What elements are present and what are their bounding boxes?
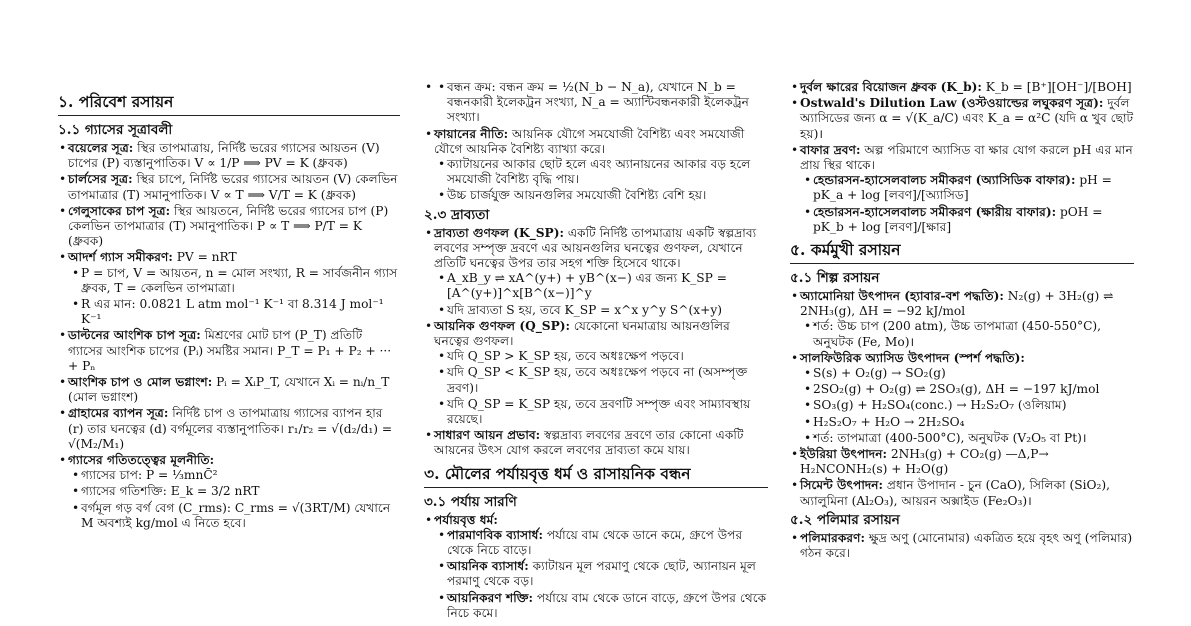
section-title-periodic-properties: ৩. মৌলের পর্যায়বৃত্ত ধর্ম ও রাসায়নিক বন্ধন — [424, 464, 768, 488]
list-item-gay-lussac — [68, 204, 400, 250]
definition: PV = nRT — [172, 250, 237, 265]
subsection-title-solubility: ২.৩ দ্রাব্যতা — [424, 206, 490, 223]
term: চার্লসের সূত্র: — [68, 172, 133, 187]
list-item-fajan — [434, 127, 768, 204]
term: আদর্শ গ্যাস সমীকরণ: — [68, 250, 173, 265]
list-item-urea — [800, 447, 1134, 477]
list-item-continued — [434, 80, 768, 126]
definition: N₂(g) + 3H₂(g) ⇌ 2NH₃(g), ΔH = −92 kJ/mol — [800, 289, 1114, 319]
term: বাফার দ্রবণ: — [800, 142, 861, 157]
term: ফায়ানের নীতি: — [434, 126, 509, 141]
sub-item — [447, 528, 768, 558]
list-item-boyle — [68, 141, 400, 171]
list-item-graham — [68, 406, 400, 452]
list-item-charles — [68, 172, 400, 202]
term: আয়নিকরণ শক্তি: — [447, 590, 534, 605]
subsection-title-polymer-chemistry: ৫.২ পলিমার রসায়ন — [790, 511, 900, 528]
list-item-cement — [800, 478, 1134, 508]
column-3 — [790, 80, 1134, 562]
acid-base-list — [790, 80, 1134, 235]
sub-item: • 2SO₂(g) + O₂(g) ⇌ 2SO₃(g), ΔH = −197 kJ/mol — [813, 382, 1134, 397]
list-item-haber — [800, 289, 1134, 350]
term: আয়নিক ব্যাসার্ধ: — [447, 559, 529, 574]
definition: নির্দিষ্ট চাপ ও তাপমাত্রায় গ্যাসের ব্যাপন হার (r) তার ঘনত্বের (d) বর্গমূলের ব্যস্তানুপাতিক। r₁/r₂ = √(d₂/d₁) = √(M₂/M₁) — [68, 406, 393, 451]
definition: ক্যাটায়ন মূল পরমাণু থেকে ছোট, অ্যানায়ন মূল পরমাণু থেকে বড়। — [447, 559, 756, 589]
gas-laws-list — [58, 141, 400, 531]
sub-item: • S(s) + O₂(g) → SO₂(g) — [813, 366, 1134, 381]
definition: স্থির চাপে, নির্দিষ্ট ভরের গ্যাসের আয়তন (V) কেলভিন তাপমাত্রার (T) সমানুপাতিক। V ∝ T ⟹ V/T = K (ধ্রুবক) — [68, 172, 398, 202]
definition: যেকোনো ঘনমাত্রায় আয়নগুলির ঘনত্বের গুণফল। — [434, 318, 730, 349]
list-item-periodic-properties — [434, 513, 768, 621]
list-item-ostwald — [800, 96, 1134, 142]
list-item-qsp — [434, 319, 768, 427]
term: ডাল্টনের আংশিক চাপ সূত্র: — [68, 328, 201, 343]
sub-list — [434, 349, 768, 427]
sub-item: • SO₃(g) + H₂SO₄(conc.) → H₂S₂O₇ (ওলিয়াম) — [813, 398, 1134, 413]
list-item-kb — [800, 80, 1134, 95]
sub-list — [800, 366, 1134, 446]
term: পলিমারকরণ: — [800, 530, 865, 545]
sub-list — [434, 271, 768, 318]
periodic-list — [424, 513, 768, 621]
term: দুর্বল ক্ষারের বিয়োজন ধ্রুবক (K_b): — [800, 80, 982, 94]
term: সালফিউরিক অ্যাসিড উৎপাদন (স্পর্শ পদ্ধতি): — [800, 350, 1025, 365]
list-item-contact-process — [800, 351, 1134, 446]
sub-list — [68, 468, 400, 531]
definition: প্রধান উপাদান - চুন (CaO), সিলিকা (SiO₂), অ্যালুমিনা (Al₂O₃), আয়রন অক্সাইড (Fe₂O₃)। — [800, 478, 1111, 508]
definition: স্থির তাপমাত্রায়, নির্দিষ্ট ভরের গ্যাসের আয়তন (V) চাপের (P) ব্যস্তানুপাতিক। V ∝ 1/P ⟹ PV = K (ধ্রুবক) — [68, 141, 380, 171]
term: হেন্ডারসন-হ্যাসেলবালচ সমীকরণ (ক্ষারীয় বাফার): — [813, 204, 1057, 219]
definition: Pᵢ = XᵢP_T, যেখানে Xᵢ = nᵢ/n_T (মোল ভগ্নাংশ) — [68, 375, 390, 405]
sub-item — [447, 559, 768, 589]
term: হেন্ডারসন-হ্যাসেলবালচ সমীকরণ (অ্যাসিডিক বাফার): — [813, 173, 1076, 188]
definition: স্থির আয়তনে, নির্দিষ্ট ভরের গ্যাসের চাপ (P) কেলভিন তাপমাত্রার (T) সমানুপাতিক। P ∝ T ⟹ P/T = K (ধ্রুবক) — [68, 203, 389, 249]
term: Ostwald's Dilution Law (ওস্টওয়াল্ডের লঘুকরণ সূত্র): — [800, 96, 1104, 111]
term: গ্রাহামের ব্যাপন সূত্র: — [68, 406, 169, 421]
sub-item-bond-order: • • বন্ধন ক্রম: বন্ধন ক্রম = ½(N_b − N_a), যেখানে N_b = বন্ধনকারী ইলেকট্রন সংখ্যা, N_a = অ্যান্টিবন্ধনকারী ইলেকট্রন সংখ্যা। — [447, 80, 768, 126]
sub-item: • যদি Q_SP = K_SP হয়, তবে দ্রবণটি সম্পৃক্ত এবং সাম্যাবস্থায় রয়েছে। — [447, 397, 768, 427]
sub-item — [813, 205, 1134, 235]
subsection-title-industrial-chemistry: ৫.১ শিল্প রসায়ন — [790, 270, 880, 287]
bonding-list — [424, 80, 768, 204]
sub-item: • ক্যাটায়নের আকার ছোট হলে এবং অ্যানায়নের আকার বড় হলে সমযোজী বৈশিষ্ট্য বৃদ্ধি পায়। — [447, 157, 768, 187]
term: ইউরিয়া উৎপাদন: — [800, 447, 887, 462]
definition: পর্যায়ে বাম থেকে ডানে কমে, গ্রুপে উপর থেকে নিচে বাড়ে। — [447, 527, 743, 558]
subsection-title-gas-laws: ১.১ গ্যাসের সূত্রাবলী — [58, 122, 173, 138]
list-item-partial-pressure — [68, 375, 400, 405]
section-title-applied-chemistry: ৫. কর্মমুখী রসায়ন — [790, 240, 1134, 264]
list-item-ksp — [434, 226, 768, 318]
sub-item: • H₂S₂O₇ + H₂O → 2H₂SO₄ — [813, 415, 1134, 430]
sub-item: • শর্ত: উচ্চ চাপ (200 atm), উচ্চ তাপমাত্রা (450-550°C), অনুঘটক (Fe, Mo)। — [813, 319, 1134, 349]
definition: পর্যায়ে বাম থেকে ডানে বাড়ে, গ্রুপে উপর থেকে নিচে কমে। — [447, 590, 767, 620]
list-item-kinetic-theory — [68, 453, 400, 531]
definition: দুর্বল অ্যাসিডের জন্য α = √(K_a/C) এবং K_a = α²C (যদি α খুব ছোট হয়)। — [800, 96, 1134, 141]
term: গ্যাসের গতিতত্ত্বের মূলনীতি: — [68, 453, 215, 468]
definition: মিশ্রণের মোট চাপ (P_T) প্রতিটি গ্যাসের আংশিক চাপের (Pᵢ) সমষ্টির সমান। P_T = P₁ + P₂ + ··· + Pₙ — [68, 328, 392, 373]
definition: pH = pK_a + log [লবণ]/[অ্যাসিড] — [813, 173, 1112, 203]
sub-item: • R এর মান: 0.0821 L atm mol⁻¹ K⁻¹ বা 8.314 J mol⁻¹ K⁻¹ — [81, 297, 400, 327]
term: গেলুসাকের চাপ সূত্র: — [68, 203, 171, 218]
sub-item: • যদি দ্রাব্যতা S হয়, তবে K_SP = x^x y^y S^(x+y) — [447, 303, 768, 318]
definition: pOH = pK_b + log [লবণ]/[ক্ষার] — [813, 204, 1103, 234]
sub-item: • যদি Q_SP < K_SP হয়, তবে অধঃক্ষেপ পড়বে না (অসম্পৃক্ত দ্রবণ)। — [447, 365, 768, 395]
definition: 2NH₃(g) + CO₂(g) —Δ,P→ H₂NCONH₂(s) + H₂O(g) — [800, 447, 1049, 477]
sub-item: • গ্যাসের চাপ: P = ⅓mnC̄² — [81, 468, 400, 483]
term: আংশিক চাপ ও মোল ভগ্নাংশ: — [68, 375, 213, 390]
sub-item — [813, 173, 1134, 203]
section-title-environmental-chemistry: ১. পরিবেশ রসায়ন — [58, 92, 400, 116]
term: আয়নিক গুণফল (Q_SP): — [434, 318, 571, 333]
industrial-list — [790, 289, 1134, 509]
sub-list — [434, 80, 768, 126]
definition: অল্প পরিমাণে অ্যাসিড বা ক্ষার যোগ করলে pH এর মান প্রায় স্থির থাকে। — [800, 142, 1133, 173]
sub-list — [800, 173, 1134, 235]
sub-item: • A_xB_y ⇌ xA^(y+) + yB^(x−) এর জন্য K_SP = [A^(y+)]^x[B^(x−)]^y — [447, 271, 768, 301]
definition: একটি নির্দিষ্ট তাপমাত্রায় একটি স্বল্পদ্রাব্য লবণের সম্পৃক্ত দ্রবণে এর আয়নগুলির ঘনত্বের গুণফল, যেখানে প্রতিটি ঘনত্বের উপর তার সহগ শক্তি হিসেবে থাকে। — [434, 225, 757, 271]
term: পর্যায়বৃত্ত ধর্ম: — [434, 512, 498, 527]
sub-item: • P = চাপ, V = আয়তন, n = মোল সংখ্যা, R = সার্বজনীন গ্যাস ধ্রুবক, T = কেলভিন তাপমাত্রা। — [81, 266, 400, 296]
sub-item: • শর্ত: তাপমাত্রা (400-500°C), অনুঘটক (V₂O₅ বা Pt)। — [813, 431, 1134, 446]
sub-item — [447, 591, 768, 621]
list-item-dalton — [68, 328, 400, 374]
term: সিমেন্ট উৎপাদন: — [800, 478, 884, 493]
sub-item: • উচ্চ চার্জযুক্ত আয়নগুলির সমযোজী বৈশিষ্ট্য বেশি হয়। — [447, 188, 768, 203]
term: অ্যামোনিয়া উৎপাদন (হ্যাবার-বশ পদ্ধতি): — [800, 289, 1004, 304]
definition: আয়নিক যৌগে সমযোজী বৈশিষ্ট্য এবং সমযোজী যৌগে আয়নিক বৈশিষ্ট্য ব্যাখ্যা করে। — [434, 126, 745, 156]
list-item-common-ion — [434, 428, 768, 458]
term: দ্রাব্যতা গুণফল (K_SP): — [434, 225, 564, 240]
solubility-list — [424, 226, 768, 459]
list-item-polymerization — [800, 531, 1134, 561]
sub-list — [68, 266, 400, 328]
definition: K_b = [B⁺][OH⁻]/[BOH] — [981, 80, 1132, 94]
sub-list — [800, 319, 1134, 349]
list-item-buffer — [800, 143, 1134, 235]
column-1 — [58, 92, 400, 532]
sub-list — [434, 528, 768, 621]
column-2 — [424, 80, 768, 622]
term: পারমাণবিক ব্যাসার্ধ: — [447, 527, 543, 542]
sub-item: • গ্যাসের গতিশক্তি: E_k = 3/2 nRT — [81, 484, 400, 499]
subsection-title-periodic-table: ৩.১ পর্যায় সারণি — [424, 493, 517, 510]
sub-item: • যদি Q_SP > K_SP হয়, তবে অধঃক্ষেপ পড়বে। — [447, 349, 768, 364]
polymer-list — [790, 531, 1134, 561]
sub-item: • বর্গমূল গড় বর্গ বেগ (C_rms): C_rms = √(3RT/M) যেখানে M অবশ্যই kg/mol এ নিতে হবে। — [81, 501, 400, 531]
sub-list — [434, 157, 768, 204]
term: বয়েলের সূত্র: — [68, 141, 134, 155]
term: সাধারণ আয়ন প্রভাব: — [434, 428, 541, 443]
definition: ক্ষুদ্র অণু (মোনোমার) একত্রিত হয়ে বৃহৎ অণু (পলিমার) গঠন করে। — [800, 530, 1133, 561]
definition: স্বল্পদ্রাব্য লবণের দ্রবণে তার কোনো একটি আয়নের উৎস যোগ করলে লবণের দ্রাব্যতা কমে যায়। — [434, 428, 744, 458]
list-item-ideal-gas — [68, 250, 400, 327]
